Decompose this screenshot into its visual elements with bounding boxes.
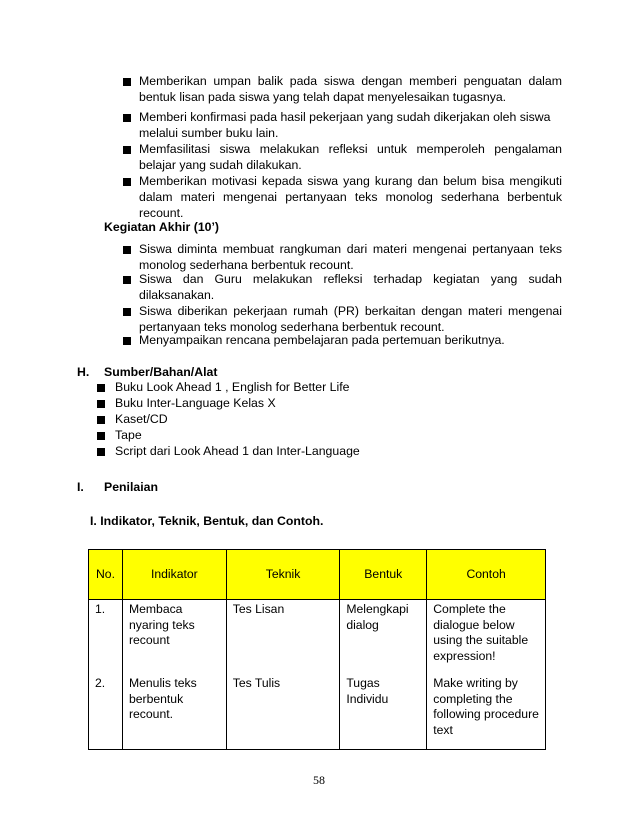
kegiatan-akhir-heading: Kegiatan Akhir (10’) [104,220,220,234]
teknik-cell: Tes Tulis [226,674,340,750]
bullet-icon [123,337,131,345]
bullet-icon [123,246,131,254]
list-item-line: Siswa diberikan pekerjaan rumah (PR) berkaitan dengan materi mengenai [139,304,562,318]
bullet-icon [123,146,131,154]
list-item-line: Memfasilitasi siswa melakukan refleksi untuk memperoleh pengalaman [139,142,562,156]
indikator-cell: Membaca nyaring teks recount [122,600,226,675]
no-cell: 1. [89,600,123,675]
source-item: Kaset/CD [115,412,168,426]
list-item-line: Siswa dan Guru melakukan refleksi terhadap kegiatan yang sudah [139,272,562,286]
bullet-icon [123,308,131,316]
indikator-cell: Menulis teks berbentuk recount. [122,674,226,750]
header-cell: No. [89,550,123,600]
list-item-line: Memberikan motivasi kepada siswa yang kurang dan belum bisa mengikuti [139,174,562,188]
bullet-icon [123,114,131,122]
list-item-line: recount. [139,206,184,220]
bullet-icon [97,384,105,392]
list-item-line: dilaksanakan. [139,288,215,302]
list-item-line: Memberikan umpan balik pada siswa dengan memberi penguatan dalam [139,74,562,88]
bullet-icon [123,178,131,186]
section-i-title: Penilaian [104,480,158,494]
assessment-table [88,549,546,750]
list-item-line: Memberi konfirmasi pada hasil pekerjaan yang sudah dikerjakan oleh siswa [139,110,551,124]
bullet-icon [97,400,105,408]
table-row [89,600,546,675]
bentuk-cell: Tugas Individu [340,674,427,750]
table-header-row [89,550,546,600]
list-item-line: dalam materi mengenai pertanyaan teks monolog sederhana berbentuk [139,190,562,204]
section-i-subheading: I. Indikator, Teknik, Bentuk, dan Contoh. [90,514,324,528]
bullet-icon [97,448,105,456]
header-cell: Indikator [122,550,226,600]
list-item-line: Siswa diminta membuat rangkuman dari materi mengenai pertanyaan teks [139,242,562,256]
page-number: 58 [313,773,325,787]
list-item-line: Menyampaikan rencana pembelajaran pada pertemuan berikutnya. [139,333,505,347]
header-cell: Contoh [427,550,546,600]
contoh-cell: Make writing by completing the following procedure text [427,674,546,750]
list-item-line: monolog sederhana berbentuk recount. [139,258,354,272]
source-item: Buku Look Ahead 1 , English for Better Life [115,380,350,394]
contoh-cell: Complete the dialogue below using the suitable expression! [427,600,546,675]
header-cell: Teknik [226,550,340,600]
no-cell: 2. [89,674,123,750]
teknik-cell: Tes Lisan [226,600,340,675]
source-item: Buku Inter-Language Kelas X [115,396,276,410]
list-item-line: melalui sumber buku lain. [139,126,279,140]
source-item: Tape [115,428,142,442]
bullet-icon [97,432,105,440]
section-i-letter: I. [77,480,84,494]
bullet-icon [123,78,131,86]
bentuk-cell: Melengkapi dialog [340,600,427,675]
table-row [89,674,546,750]
list-item-line: belajar yang sudah dilakukan. [139,158,302,172]
bullet-icon [97,416,105,424]
list-item-line: pertanyaan teks monolog sederhana berbentuk recount. [139,320,445,334]
header-cell: Bentuk [340,550,427,600]
bullet-icon [123,276,131,284]
source-item: Script dari Look Ahead 1 dan Inter-Language [115,444,360,458]
section-h-title: Sumber/Bahan/Alat [104,365,218,379]
list-item-line: bentuk lisan pada siswa yang telah dapat menyelesaikan tugasnya. [139,90,507,104]
section-h-letter: H. [77,365,90,379]
